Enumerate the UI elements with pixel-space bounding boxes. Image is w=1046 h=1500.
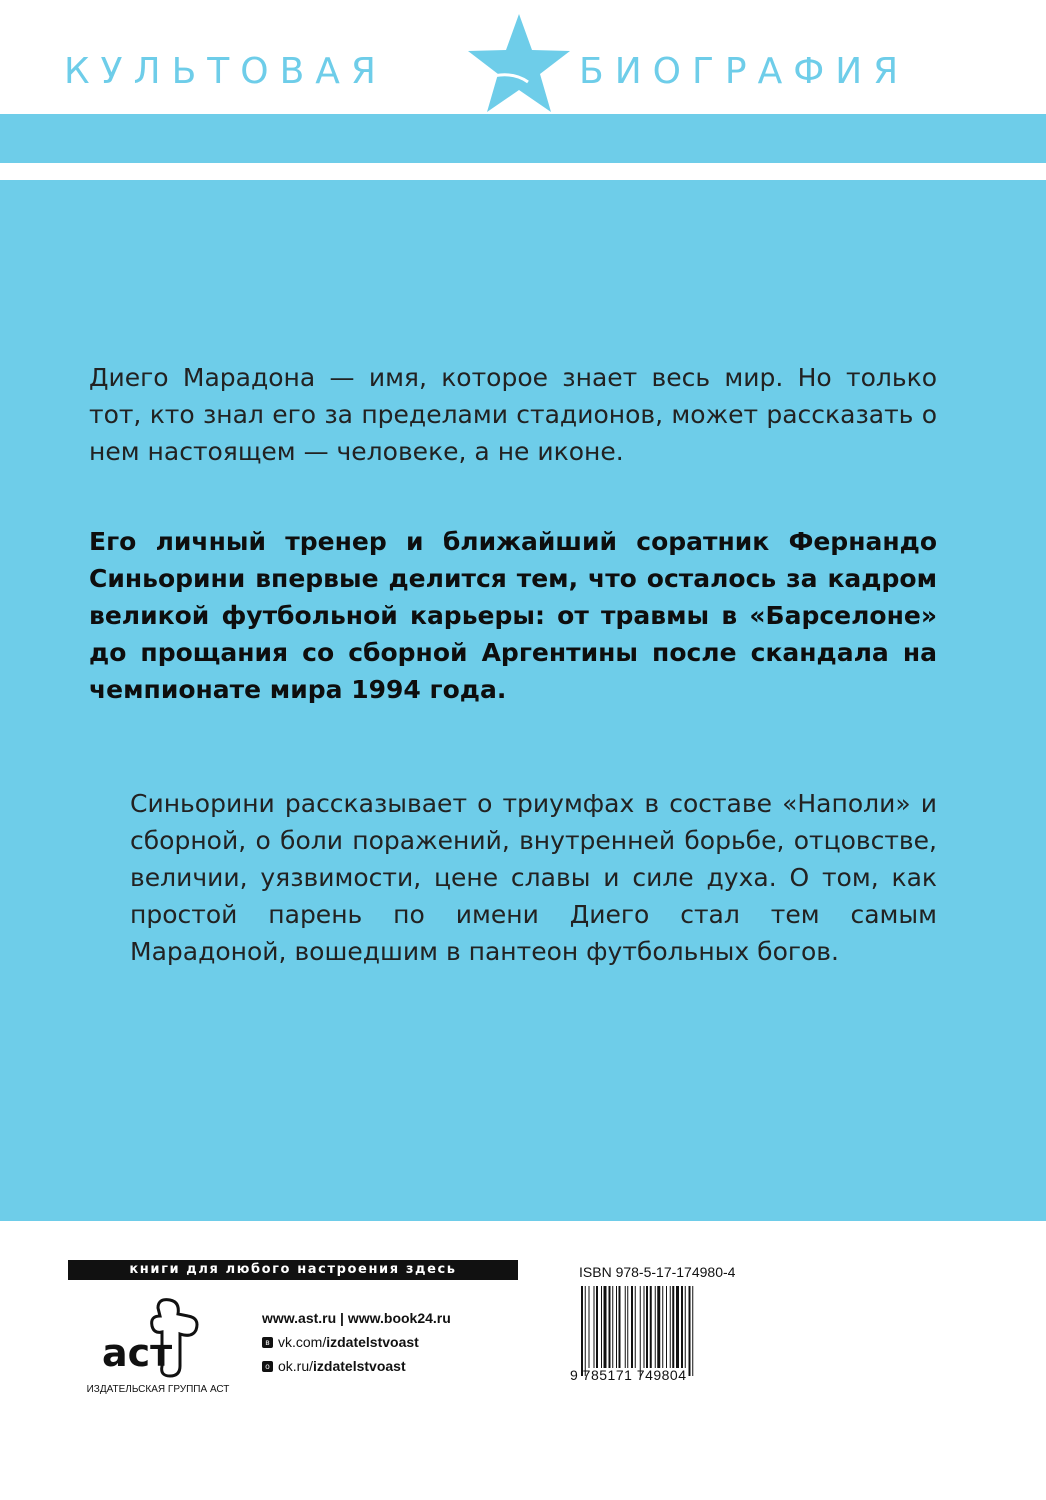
highlight-paragraph: Его личный тренер и ближайший соратник Фернандо Синьорини впервые делится тем, что осталось за кадром великой футбольной карьеры: от травмы в «Барселоне» до прощания со сборной Аргентины после скандала на чемпионате мира 1994 года. <box>89 527 937 704</box>
header-stripe <box>0 114 1046 163</box>
barcode-bar <box>596 1286 598 1368</box>
svg-text:аст: аст <box>102 1331 173 1375</box>
barcode-bar <box>646 1286 648 1368</box>
star-icon <box>466 12 572 114</box>
barcode-bar <box>640 1286 641 1376</box>
barcode-bar <box>650 1286 652 1368</box>
barcode-bar <box>589 1286 590 1368</box>
series-title-right: БИОГРАФИЯ <box>579 51 910 92</box>
barcode-bar <box>625 1286 626 1368</box>
publisher-tagline: книги для любого настроения здесь <box>68 1260 518 1280</box>
description-paragraph: Синьорини рассказывает о триумфах в составе «Наполи» и сборной, о боли поражений, внутренней борьбе, отцовстве, величии, уязвимости, цене славы и силе духа. О том, как простой парень по имени Диего стал тем самым Марадоной, вошедшим в пантеон футбольных богов. <box>130 789 937 966</box>
barcode-bar <box>676 1286 679 1368</box>
barcode-bar <box>685 1286 686 1368</box>
ok-prefix: ok.ru/ <box>278 1358 314 1374</box>
barcode-bar <box>655 1286 656 1368</box>
barcode-bar <box>689 1286 691 1376</box>
barcode-bar <box>616 1286 617 1368</box>
intro-paragraph: Диего Марадона — имя, которое знает весь мир. Но только тот, кто знал его за пределами стадионов, может рассказать о нем настоящем — человеке, а не иконе. <box>89 363 937 466</box>
barcode-bar <box>666 1286 667 1368</box>
ok-icon: о <box>262 1361 273 1372</box>
barcode-bar <box>631 1286 633 1368</box>
vk-prefix: vk.com/ <box>278 1334 327 1350</box>
series-title-left: КУЛЬТОВАЯ <box>64 51 387 92</box>
publisher-name: ИЗДАТЕЛЬСКАЯ ГРУППА АСТ <box>86 1384 230 1395</box>
barcode-bar <box>662 1286 663 1368</box>
vk-handle: izdatelstvoast <box>326 1334 419 1350</box>
barcode-bar <box>601 1286 602 1368</box>
barcode-bar <box>657 1286 660 1368</box>
barcode-bar <box>609 1286 611 1368</box>
barcode-bar <box>692 1286 693 1376</box>
barcode-bar <box>670 1286 671 1368</box>
barcode-bar <box>619 1286 621 1368</box>
vk-icon: в <box>262 1337 273 1348</box>
ok-handle: izdatelstvoast <box>313 1358 406 1374</box>
vk-link[interactable] <box>262 1330 451 1354</box>
barcode-bar <box>681 1286 683 1368</box>
barcode-bar <box>612 1286 613 1368</box>
barcode-bar <box>594 1286 595 1368</box>
barcode-bar <box>581 1286 583 1376</box>
barcode-bar <box>585 1286 586 1376</box>
barcode-bar <box>627 1286 628 1368</box>
barcode-bar <box>672 1286 674 1368</box>
isbn-label: ISBN 978-5-17-174980-4 <box>579 1264 736 1280</box>
series-header <box>0 0 1046 115</box>
websites-text[interactable]: www.ast.ru | www.book24.ru <box>262 1310 451 1326</box>
ok-link[interactable] <box>262 1354 451 1378</box>
barcode-bar <box>644 1286 645 1368</box>
ast-logo <box>88 1296 228 1381</box>
publisher-links <box>262 1306 451 1378</box>
website-links[interactable] <box>262 1306 451 1330</box>
barcode-bar <box>635 1286 636 1368</box>
barcode-bar <box>604 1286 607 1368</box>
barcode-digits: 9 785171 749804 <box>570 1367 687 1383</box>
